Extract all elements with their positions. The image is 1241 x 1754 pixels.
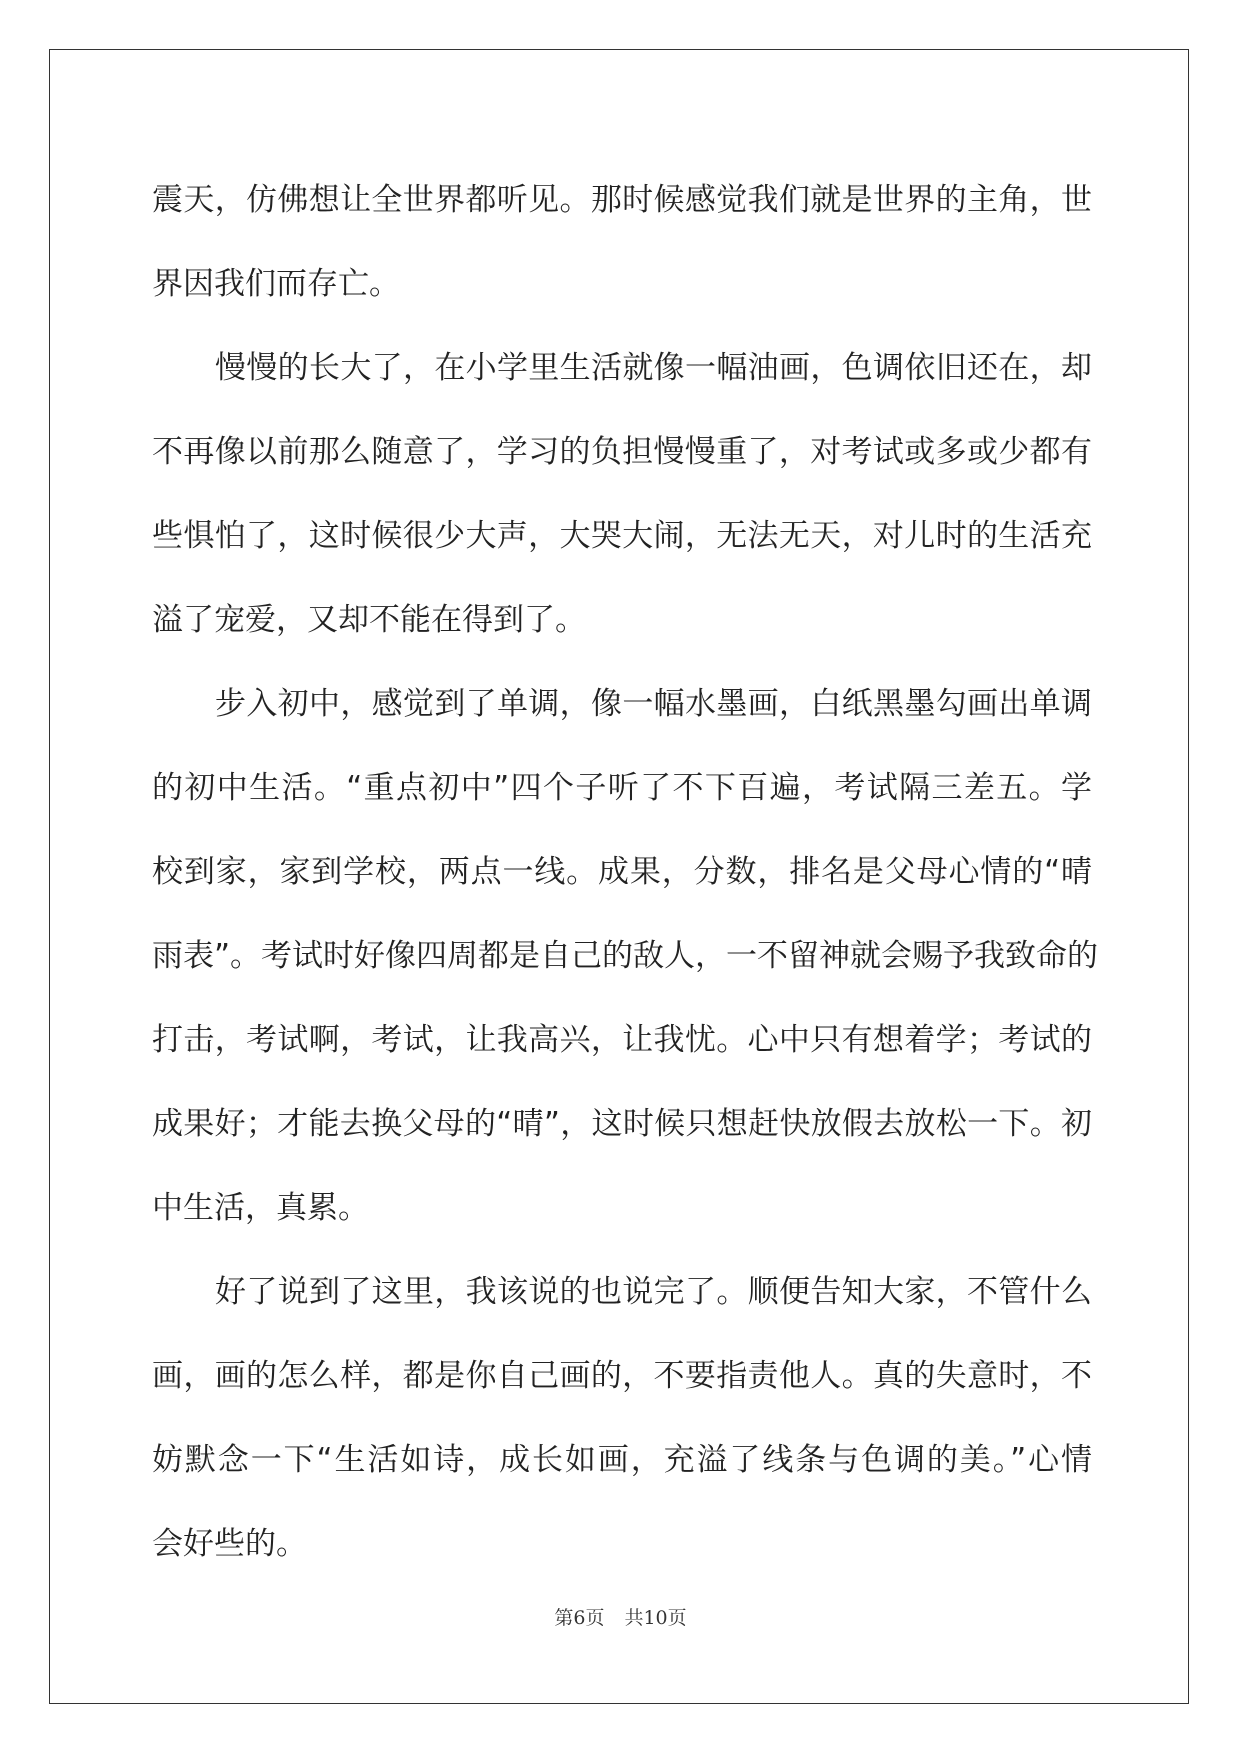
paragraph <box>152 158 1092 326</box>
document-body <box>152 158 1099 1586</box>
text-line: 会好些的。 <box>152 1526 307 1562</box>
text-line: 妨默念一下“生活如诗，成长如画，充溢了线条与色调的美。”心情 <box>152 1442 1092 1478</box>
text-line: 画，画的怎么样，都是你自己画的，不要指责他人。真的失意时，不 <box>152 1358 1092 1394</box>
text-line: 步入初中，感觉到了单调，像一幅水墨画，白纸黑墨勾画出单调 <box>215 686 1092 722</box>
text-line: 校到家，家到学校，两点一线。成果，分数，排名是父母心情的“晴 <box>152 854 1092 890</box>
text-line: 的初中生活。“重点初中”四个子听了不下百遍，考试隔三差五。学 <box>152 770 1092 806</box>
text-line: 震天，仿佛想让全世界都听见。那时候感觉我们就是世界的主角，世 <box>152 182 1092 218</box>
text-line: 打击，考试啊，考试，让我高兴，让我忧。心中只有想着学；考试的 <box>152 1022 1092 1058</box>
text-line: 不再像以前那么随意了，学习的负担慢慢重了，对考试或多或少都有 <box>152 434 1092 470</box>
text-line: 界因我们而存亡。 <box>152 266 400 302</box>
paragraph <box>152 326 1092 662</box>
text-line: 好了说到了这里，我该说的也说完了。顺便告知大家，不管什么 <box>215 1274 1092 1310</box>
page-number: 第6页 <box>554 1607 605 1629</box>
text-line: 成果好；才能去换父母的“晴”，这时候只想赶快放假去放松一下。初 <box>152 1106 1092 1142</box>
text-line: 慢慢的长大了，在小学里生活就像一幅油画，色调依旧还在，却 <box>215 350 1092 386</box>
paragraph <box>152 1250 1092 1586</box>
text-line: 些惧怕了，这时候很少大声，大哭大闹，无法无天，对儿时的生活充 <box>152 518 1092 554</box>
text-line: 中生活，真累。 <box>152 1190 369 1226</box>
text-line: 溢了宠爱，又却不能在得到了。 <box>152 602 586 638</box>
page-footer <box>0 1605 1241 1631</box>
paragraph <box>152 662 1099 1250</box>
page-total: 共10页 <box>624 1607 687 1629</box>
text-line: 雨表”。考试时好像四周都是自己的敌人，一不留神就会赐予我致命的 <box>152 938 1099 974</box>
